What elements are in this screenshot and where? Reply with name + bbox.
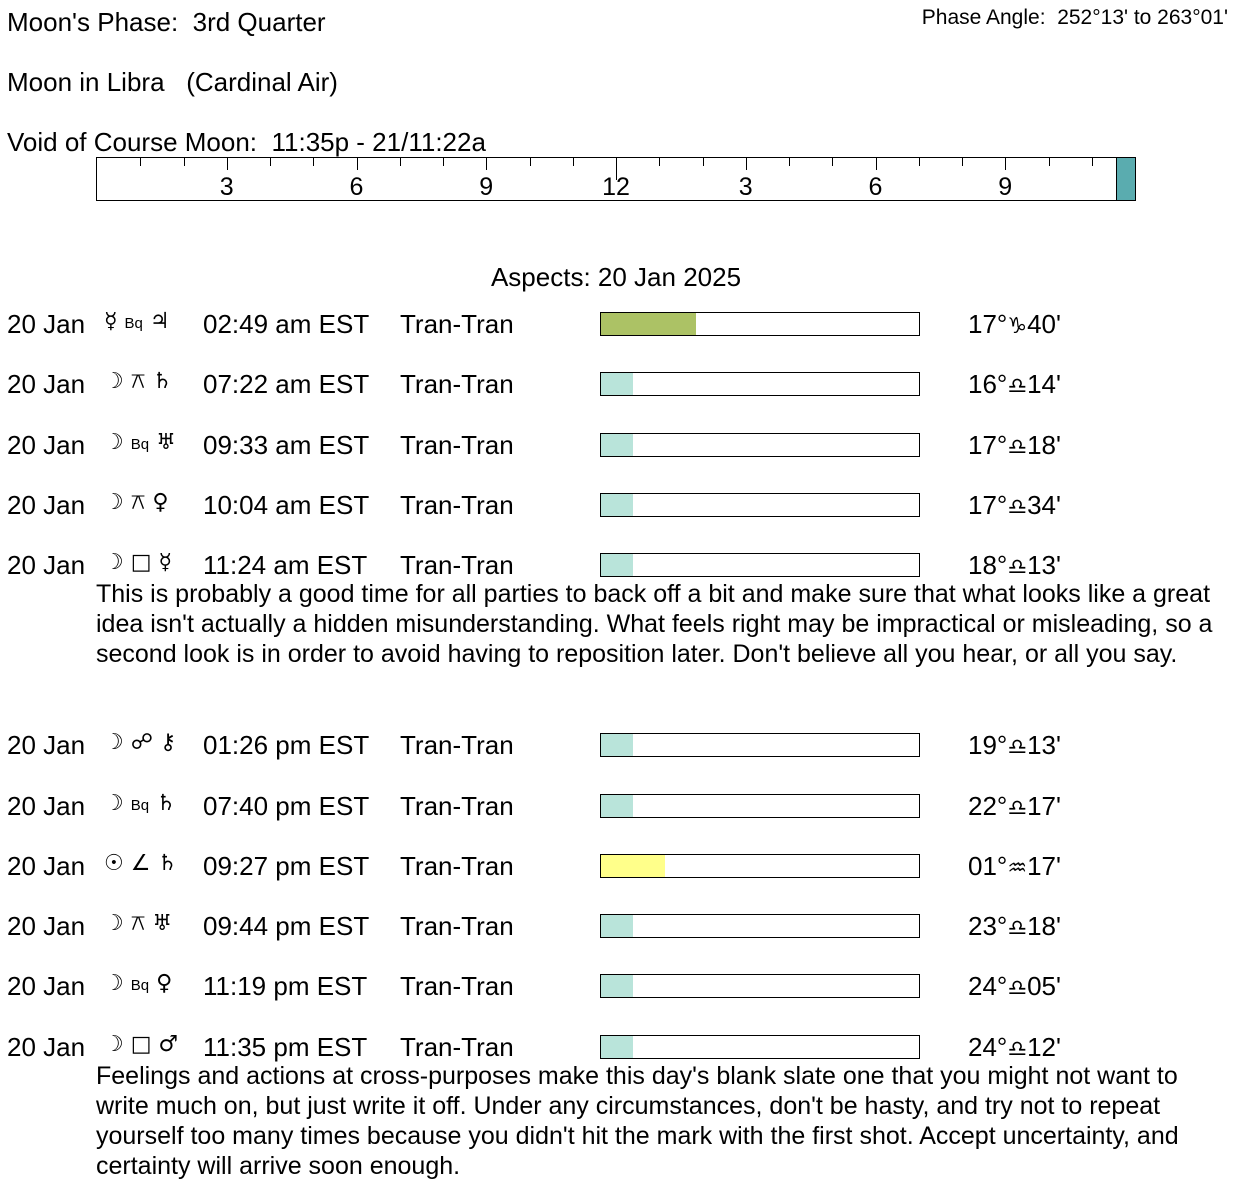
aspect-time: 11:35 pm EST bbox=[203, 1031, 368, 1062]
timeline-tick bbox=[789, 158, 790, 166]
aspect-minutes: 18' bbox=[1027, 429, 1061, 460]
timeline-hour-label: 6 bbox=[349, 173, 364, 201]
planet1-icon: ☽ bbox=[104, 369, 124, 395]
timeline-hour-label: 6 bbox=[868, 173, 883, 201]
aspect-minutes: 18' bbox=[1027, 911, 1061, 942]
aspect-strength-fill bbox=[601, 855, 665, 877]
aspect-type: Tran-Tran bbox=[400, 911, 514, 942]
planet2-icon: ♃ bbox=[149, 309, 170, 334]
planet2-icon: ♅ bbox=[156, 429, 176, 455]
aspect-degree: 01° bbox=[968, 850, 1008, 881]
aspect-glyphs bbox=[104, 430, 194, 455]
zodiac-sign-icon: ♎ bbox=[1007, 555, 1028, 581]
aspect-degree: 24° bbox=[968, 1031, 1008, 1062]
aspect-glyphs bbox=[104, 791, 194, 816]
timeline-hour-label: 9 bbox=[998, 173, 1013, 201]
timeline-tick bbox=[962, 158, 963, 166]
aspect-row bbox=[0, 306, 1242, 340]
aspect-icon: ∠ bbox=[130, 850, 151, 876]
aspect-row bbox=[0, 727, 1242, 761]
aspect-type: Tran-Tran bbox=[400, 489, 514, 520]
aspect-strength-bar bbox=[600, 553, 920, 577]
timeline-tick bbox=[530, 158, 531, 166]
aspect-strength-bar bbox=[600, 733, 920, 757]
timeline-tick bbox=[140, 158, 141, 166]
aspect-icon: □ bbox=[130, 550, 152, 576]
aspect-strength-fill bbox=[601, 494, 633, 516]
aspect-date: 20 Jan bbox=[7, 911, 86, 942]
timeline-hour-label: 3 bbox=[738, 173, 753, 201]
timeline-tick bbox=[832, 158, 833, 166]
aspect-strength-fill bbox=[601, 915, 633, 937]
aspect-icon: ☍ bbox=[130, 730, 154, 756]
aspect-strength-fill bbox=[601, 373, 633, 395]
aspect-date: 20 Jan bbox=[7, 489, 86, 520]
aspect-icon: Bq bbox=[130, 977, 150, 995]
zodiac-sign-icon: ♎ bbox=[1007, 1036, 1028, 1062]
timeline-tick bbox=[573, 158, 574, 166]
aspect-minutes: 17' bbox=[1027, 850, 1061, 881]
aspect-degree: 17° bbox=[968, 429, 1008, 460]
timeline-tick bbox=[184, 158, 185, 166]
aspect-minutes: 40' bbox=[1027, 309, 1061, 339]
aspect-time: 09:44 pm EST bbox=[203, 911, 370, 942]
aspect-date: 20 Jan bbox=[7, 309, 86, 339]
aspect-date: 20 Jan bbox=[7, 1031, 86, 1062]
aspect-time: 07:22 am EST bbox=[203, 369, 370, 400]
aspect-degree: 18° bbox=[968, 550, 1008, 581]
aspect-row bbox=[0, 848, 1242, 882]
aspect-icon: ⚻ bbox=[130, 489, 146, 515]
aspect-position bbox=[968, 309, 1061, 340]
timeline-tick bbox=[1005, 158, 1006, 170]
aspect-time: 01:26 pm EST bbox=[203, 730, 370, 761]
aspect-date: 20 Jan bbox=[7, 550, 86, 581]
aspect-row bbox=[0, 487, 1242, 521]
aspect-strength-fill bbox=[601, 434, 633, 456]
timeline-tick bbox=[876, 158, 877, 170]
aspect-time: 09:27 pm EST bbox=[203, 850, 370, 881]
aspect-time: 11:19 pm EST bbox=[203, 971, 368, 1002]
timeline-hour-label: 3 bbox=[219, 173, 234, 201]
aspect-position bbox=[968, 911, 1061, 942]
aspect-degree: 16° bbox=[968, 369, 1008, 400]
timeline-tick bbox=[443, 158, 444, 166]
aspect-icon: Bq bbox=[130, 796, 150, 814]
planet1-icon: ☽ bbox=[104, 550, 124, 576]
aspect-row bbox=[0, 788, 1242, 822]
zodiac-sign-icon: ♎ bbox=[1007, 735, 1028, 761]
aspect-strength-bar bbox=[600, 794, 920, 818]
zodiac-sign-icon: ♎ bbox=[1007, 434, 1028, 460]
aspect-icon: ⚻ bbox=[130, 369, 146, 395]
aspect-strength-fill bbox=[601, 1036, 633, 1058]
planet2-icon: ♀ bbox=[152, 489, 169, 515]
void-of-course: Void of Course Moon: 11:35p - 21/11:22a bbox=[7, 127, 486, 157]
timeline-tick bbox=[919, 158, 920, 166]
aspect-minutes: 14' bbox=[1027, 369, 1061, 400]
aspect-degree: 19° bbox=[968, 730, 1008, 761]
aspect-minutes: 34' bbox=[1027, 489, 1061, 520]
aspect-strength-fill bbox=[601, 975, 633, 997]
aspect-type: Tran-Tran bbox=[400, 550, 514, 581]
aspect-glyphs bbox=[104, 490, 194, 515]
aspect-row bbox=[0, 366, 1242, 400]
aspect-position bbox=[968, 430, 1061, 461]
aspect-glyphs bbox=[104, 851, 194, 876]
aspect-degree: 23° bbox=[968, 911, 1008, 942]
aspect-position bbox=[968, 851, 1061, 882]
aspect-strength-fill bbox=[601, 795, 633, 817]
zodiac-sign-icon: ♑ bbox=[1007, 314, 1028, 339]
aspect-time: 09:33 am EST bbox=[203, 429, 370, 460]
aspect-position bbox=[968, 550, 1061, 581]
aspect-degree: 17° bbox=[968, 309, 1008, 339]
planet1-icon: ☽ bbox=[104, 489, 124, 515]
aspect-position bbox=[968, 1032, 1061, 1063]
aspect-minutes: 17' bbox=[1027, 790, 1061, 821]
planet1-icon: ☉ bbox=[104, 850, 124, 876]
aspect-position bbox=[968, 971, 1061, 1002]
aspect-type: Tran-Tran bbox=[400, 730, 514, 761]
timeline-tick bbox=[357, 158, 358, 170]
aspect-position bbox=[968, 369, 1061, 400]
timeline-tick bbox=[1092, 158, 1093, 166]
moon-sign: Moon in Libra (Cardinal Air) bbox=[7, 67, 338, 97]
aspect-glyphs bbox=[104, 971, 194, 996]
aspect-glyphs bbox=[104, 911, 194, 936]
aspect-position bbox=[968, 490, 1061, 521]
aspect-type: Tran-Tran bbox=[400, 1031, 514, 1062]
planet2-icon: ♂ bbox=[158, 1031, 179, 1057]
planet1-icon: ☽ bbox=[104, 730, 124, 756]
timeline-tick bbox=[313, 158, 314, 166]
aspect-row bbox=[0, 968, 1242, 1002]
timeline-hour-label: 9 bbox=[479, 173, 494, 201]
aspect-time: 07:40 pm EST bbox=[203, 790, 370, 821]
aspect-glyphs bbox=[104, 309, 194, 334]
aspect-position bbox=[968, 791, 1061, 822]
aspect-type: Tran-Tran bbox=[400, 790, 514, 821]
aspect-time: 11:24 am EST bbox=[203, 550, 368, 581]
aspect-glyphs bbox=[104, 550, 194, 575]
aspect-glyphs bbox=[104, 730, 194, 755]
aspect-strength-bar bbox=[600, 854, 920, 878]
aspect-icon: Bq bbox=[130, 435, 150, 453]
aspect-position bbox=[968, 730, 1061, 761]
aspect-date: 20 Jan bbox=[7, 790, 86, 821]
planet1-icon: ☽ bbox=[104, 971, 124, 997]
aspect-type: Tran-Tran bbox=[400, 850, 514, 881]
aspect-date: 20 Jan bbox=[7, 971, 86, 1002]
timeline-hour-label: 12 bbox=[602, 173, 630, 201]
aspect-minutes: 05' bbox=[1027, 971, 1061, 1002]
aspect-type: Tran-Tran bbox=[400, 971, 514, 1002]
aspect-strength-bar bbox=[600, 372, 920, 396]
aspect-time: 02:49 am EST bbox=[203, 309, 370, 339]
planet2-icon: ☿ bbox=[158, 550, 173, 576]
timeline-tick bbox=[400, 158, 401, 166]
aspect-minutes: 13' bbox=[1027, 550, 1061, 581]
aspect-degree: 24° bbox=[968, 971, 1008, 1002]
aspect-time: 10:04 am EST bbox=[203, 489, 370, 520]
planet1-icon: ☽ bbox=[104, 911, 124, 937]
void-of-course-timeline bbox=[96, 157, 1136, 201]
zodiac-sign-icon: ♒ bbox=[1007, 855, 1028, 881]
aspect-strength-bar bbox=[600, 974, 920, 998]
aspect-minutes: 12' bbox=[1027, 1031, 1061, 1062]
aspect-icon: Bq bbox=[124, 315, 143, 332]
aspect-strength-fill bbox=[601, 313, 696, 335]
planet1-icon: ☿ bbox=[104, 309, 118, 334]
zodiac-sign-icon: ♎ bbox=[1007, 976, 1028, 1002]
zodiac-sign-icon: ♎ bbox=[1007, 795, 1028, 821]
aspect-minutes: 13' bbox=[1027, 730, 1061, 761]
zodiac-sign-icon: ♎ bbox=[1007, 916, 1028, 942]
planet2-icon: ♄ bbox=[157, 850, 178, 876]
timeline-tick bbox=[703, 158, 704, 166]
phase-angle: Phase Angle: 252°13' to 263°01' bbox=[921, 6, 1228, 29]
timeline-tick bbox=[659, 158, 660, 166]
aspect-date: 20 Jan bbox=[7, 850, 86, 881]
aspect-icon: ⚻ bbox=[130, 911, 146, 937]
aspect-date: 20 Jan bbox=[7, 429, 86, 460]
aspect-glyphs bbox=[104, 369, 194, 394]
aspect-row bbox=[0, 427, 1242, 461]
aspect-date: 20 Jan bbox=[7, 730, 86, 761]
aspect-strength-bar bbox=[600, 1035, 920, 1059]
aspect-degree: 17° bbox=[968, 489, 1008, 520]
planet2-icon: ♀ bbox=[156, 971, 173, 997]
planet1-icon: ☽ bbox=[104, 790, 124, 816]
aspect-glyphs bbox=[104, 1032, 194, 1057]
aspect-degree: 22° bbox=[968, 790, 1008, 821]
zodiac-sign-icon: ♎ bbox=[1007, 494, 1028, 520]
planet1-icon: ☽ bbox=[104, 1031, 124, 1057]
planet2-icon: ⚷ bbox=[160, 730, 177, 756]
timeline-tick bbox=[270, 158, 271, 166]
aspect-interpretation: Feelings and actions at cross-purposes make this day's blank slate one that you might not want to write much on, but just write it off. Under any circumstances, don't be hasty, and try not to repeat yourself too many times because you didn't hit the mark with the first shot. Accept uncertainty, and certainty will arrive soon enough. bbox=[96, 1061, 1179, 1180]
aspect-icon: □ bbox=[130, 1031, 152, 1057]
planet2-icon: ♄ bbox=[152, 369, 173, 395]
zodiac-sign-icon: ♎ bbox=[1007, 374, 1028, 400]
aspect-date: 20 Jan bbox=[7, 369, 86, 400]
planet2-icon: ♄ bbox=[156, 790, 176, 816]
aspect-type: Tran-Tran bbox=[400, 429, 514, 460]
timeline-tick bbox=[746, 158, 747, 170]
aspect-strength-fill bbox=[601, 734, 633, 756]
aspect-row bbox=[0, 908, 1242, 942]
aspects-title: Aspects: 20 Jan 2025 bbox=[490, 262, 742, 292]
aspect-strength-bar bbox=[600, 914, 920, 938]
void-of-course-indicator bbox=[1116, 158, 1135, 200]
planet1-icon: ☽ bbox=[104, 429, 124, 455]
aspect-row bbox=[0, 1029, 1242, 1063]
aspect-interpretation: This is probably a good time for all parties to back off a bit and make sure that what looks like a great idea isn't actually a hidden misunderstanding. What feels right may be impractical or misleading, so a second look is in order to avoid having to reposition later. Don't believe all you hear, or all you say. bbox=[96, 580, 1213, 669]
aspect-type: Tran-Tran bbox=[400, 309, 514, 339]
aspect-type: Tran-Tran bbox=[400, 369, 514, 400]
moon-phase: Moon's Phase: 3rd Quarter bbox=[7, 7, 326, 37]
timeline-tick bbox=[486, 158, 487, 170]
aspect-strength-bar bbox=[600, 433, 920, 457]
aspect-row bbox=[0, 547, 1242, 581]
planet2-icon: ♅ bbox=[152, 911, 173, 937]
aspect-strength-bar bbox=[600, 312, 920, 336]
aspect-strength-fill bbox=[601, 554, 633, 576]
aspect-strength-bar bbox=[600, 493, 920, 517]
timeline-tick bbox=[1049, 158, 1050, 166]
timeline-tick bbox=[227, 158, 228, 170]
